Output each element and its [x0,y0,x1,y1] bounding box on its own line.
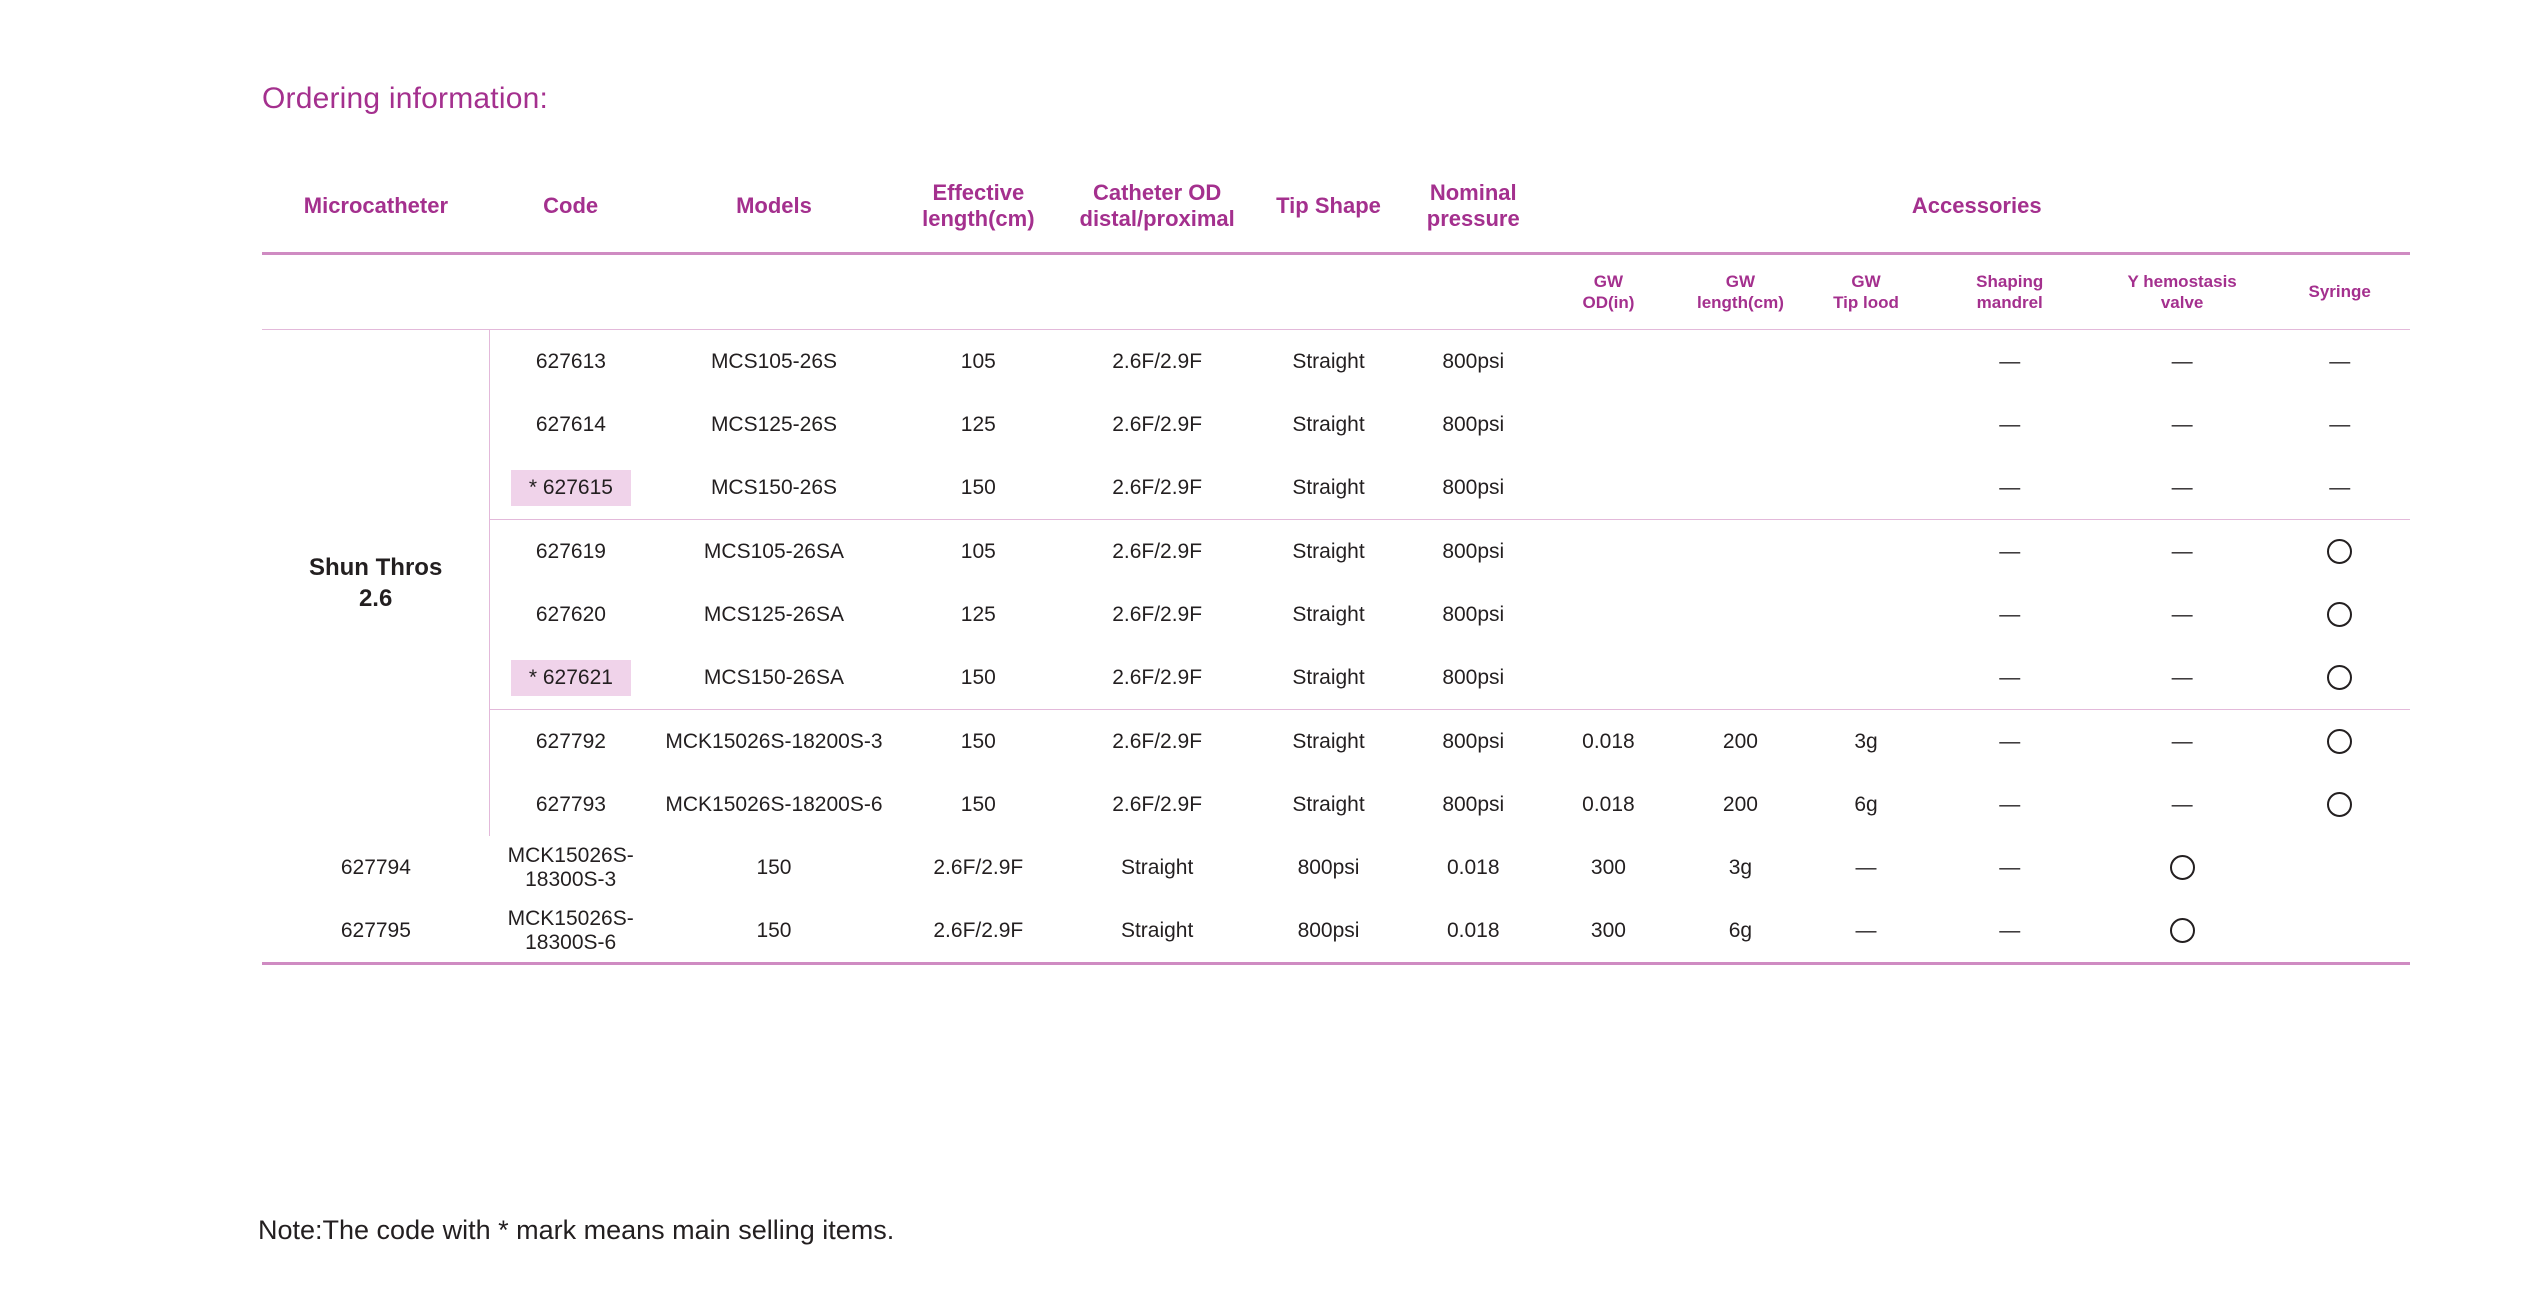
table-bottom-rule [262,964,2410,966]
cell-gw-od: 0.018 [1582,729,1635,753]
cell-gw-length: 300 [1590,918,1626,942]
header-effective-length [896,160,1060,254]
header-gw-length [1673,255,1807,330]
cell-pressure: 800psi [1442,729,1505,753]
header-gw-od [1544,255,1674,330]
header-sub-blank-3 [652,255,897,330]
cell-model: MCS150-26SA [703,665,844,689]
cell-tip-shape: Straight [1120,918,1194,942]
cell-pressure: 800psi [1442,792,1505,816]
header-catheter-od-line2: distal/proximal [1079,206,1235,231]
header-gw-tip-load [1807,255,1924,330]
cell-od: 2.6F/2.9F [1112,349,1203,373]
cell-pressure: 800psi [1442,412,1505,436]
cell-gw-tip-load: 3g [1854,729,1878,753]
cell-gw-tip-load [1807,583,1924,646]
cell-gw-tip-load: 3g [1728,855,1753,879]
cell-y-valve: — [2171,349,2193,373]
header-gw-length-line1: GW [1725,271,1756,291]
header-y-hemostasis-valve [2095,255,2270,330]
cell-gw-tip-load: 6g [1728,918,1753,942]
circle-icon [2327,729,2352,754]
cell-syringe: — [2329,475,2351,499]
circle-icon [2327,792,2352,817]
table-row [262,393,2410,456]
header-sub-blank-2 [490,255,652,330]
header-gw-tip-load-line1: GW [1851,271,1881,291]
cell-od: 2.6F/2.9F [1112,665,1203,689]
cell-pressure: 800psi [1442,475,1505,499]
cell-length: 150 [960,665,996,689]
cell-pressure: 800psi [1297,918,1360,942]
header-models: Models [736,193,812,219]
brand-line1: Shun Thros [308,553,443,581]
cell-length: 125 [960,412,996,436]
header-y-hemostasis-valve-line2: valve [2160,293,2204,312]
cell-gw-tip-load [1807,646,1924,710]
cell-length: 150 [756,855,792,879]
header-row-main [262,160,2410,254]
cell-gw-length: 200 [1722,792,1758,816]
cell-tip-shape: Straight [1292,475,1365,499]
header-gw-length-line2: length(cm) [1696,293,1784,312]
cell-code: 627613 [535,349,606,373]
header-row-accessories [262,255,2410,330]
cell-shaping-mandrel: — [1999,412,2021,436]
cell-gw-length [1673,583,1807,646]
cell-gw-length [1673,456,1807,520]
cell-length: 150 [960,792,996,816]
cell-y-valve: — [1999,855,2021,879]
cell-gw-length: 200 [1722,729,1758,753]
cell-y-valve: — [2171,665,2193,689]
cell-tip-shape: Straight [1292,412,1365,436]
cell-syringe [2269,520,2410,583]
circle-icon [2170,855,2195,880]
footnote: Note:The code with * mark means main selling items. [258,1215,895,1245]
cell-length: 150 [960,475,996,499]
header-nominal-pressure [1403,160,1544,254]
cell-y-valve: — [2171,412,2193,436]
cell-length: 125 [960,602,996,626]
cell-syringe [2269,710,2410,773]
cell-y-valve: — [1999,918,2021,942]
circle-icon [2327,602,2352,627]
cell-gw-od [1544,330,1674,393]
code-highlight: * 627621 [511,660,631,696]
cell-tip-shape: Straight [1292,792,1365,816]
header-effective-length-line2: length(cm) [922,206,1035,231]
header-sub-blank-4 [896,255,1060,330]
header-microcatheter: Microcatheter [303,193,449,219]
cell-gw-length [1673,393,1807,456]
cell-shaping-mandrel: — [1999,539,2021,563]
cell-code: 627793 [535,792,606,816]
circle-icon [2170,918,2195,943]
header-sub-blank-1 [262,255,490,330]
cell-gw-length [1673,646,1807,710]
cell-gw-length [1673,520,1807,583]
cell-pressure: 800psi [1442,665,1505,689]
table-row [262,583,2410,646]
cell-pressure: 800psi [1442,349,1505,373]
cell-od: 2.6F/2.9F [1112,792,1203,816]
header-y-hemostasis-valve-line1: Y hemostasis [2127,271,2237,291]
cell-code: 627792 [535,729,606,753]
cell-syringe [2095,899,2270,964]
cell-shaping-mandrel: — [1855,918,1877,942]
cell-model: MCS125-26S [710,412,837,436]
cell-code: 627619 [535,539,606,563]
cell-od: 2.6F/2.9F [933,855,1024,879]
header-sub-blank-6 [1254,255,1403,330]
cell-pressure: 800psi [1442,602,1505,626]
cell-model: MCS125-26SA [703,602,844,626]
cell-y-valve: — [2171,475,2193,499]
cell-syringe [2269,773,2410,836]
cell-model: MCK15026S-18300S-3 [507,843,634,891]
cell-gw-length [1673,330,1807,393]
cell-code: 627795 [340,918,411,942]
header-nominal-pressure-line2: pressure [1426,206,1520,231]
header-effective-length-line1: Effective [932,180,1025,206]
cell-model: MCK15026S-18200S-3 [665,729,883,753]
header-tip-shape: Tip Shape [1276,193,1381,219]
cell-length: 150 [756,918,792,942]
brand-line2: 2.6 [358,585,393,612]
table-row [262,330,2410,393]
header-syringe: Syringe [2308,282,2371,302]
cell-shaping-mandrel: — [1999,475,2021,499]
cell-gw-od [1544,393,1674,456]
header-shaping-mandrel [1925,255,2095,330]
cell-gw-od [1544,583,1674,646]
table-row [262,836,2410,899]
table-row [262,520,2410,583]
cell-code [490,646,652,710]
cell-tip-shape: Straight [1292,602,1365,626]
cell-gw-od: 0.018 [1446,855,1500,879]
cell-tip-shape: Straight [1292,539,1365,563]
cell-y-valve: — [2171,539,2193,563]
cell-length: 105 [960,349,996,373]
table-row [262,899,2410,964]
cell-od: 2.6F/2.9F [1112,412,1203,436]
table-body [262,330,2410,965]
header-gw-od-line1: GW [1593,271,1624,291]
cell-gw-tip-load: 6g [1854,792,1878,816]
header-sub-blank-7 [1403,255,1544,330]
table-row [262,773,2410,836]
cell-tip-shape: Straight [1292,349,1365,373]
circle-icon [2327,665,2352,690]
cell-pressure: 800psi [1297,855,1360,879]
cell-gw-od [1544,456,1674,520]
brand-cell [262,330,490,836]
header-catheter-od [1060,160,1254,254]
cell-y-valve: — [2171,602,2193,626]
table-row [262,646,2410,710]
header-code: Code [543,193,599,219]
cell-y-valve: — [2171,729,2193,753]
cell-shaping-mandrel: — [1999,729,2021,753]
cell-model: MCK15026S-18200S-6 [665,792,883,816]
header-catheter-od-line1: Catheter OD [1092,180,1222,206]
cell-gw-tip-load [1807,520,1924,583]
header-gw-tip-load-line2: Tip lood [1833,293,1899,312]
cell-syringe: — [2329,349,2351,373]
cell-length: 105 [960,539,996,563]
header-sub-blank-5 [1060,255,1254,330]
cell-shaping-mandrel: — [1999,665,2021,689]
cell-model: MCK15026S-18300S-6 [507,906,634,954]
ordering-information-table [262,160,2410,965]
cell-code [490,456,652,520]
cell-gw-od [1544,520,1674,583]
cell-shaping-mandrel: — [1999,349,2021,373]
cell-od: 2.6F/2.9F [1112,602,1203,626]
header-nominal-pressure-line1: Nominal [1429,180,1517,206]
code-highlight: * 627615 [511,470,631,506]
cell-gw-tip-load [1807,330,1924,393]
circle-icon [2327,539,2352,564]
cell-model: MCS150-26S [710,475,837,499]
cell-od: 2.6F/2.9F [1112,475,1203,499]
cell-gw-od: 0.018 [1582,792,1635,816]
cell-shaping-mandrel: — [1855,855,1877,879]
cell-pressure: 800psi [1442,539,1505,563]
ordering-table-container [262,160,2410,965]
cell-syringe: — [2329,412,2351,436]
cell-code: 627794 [340,855,411,879]
cell-code: 627614 [535,412,606,436]
cell-syringe [2269,583,2410,646]
page-title: Ordering information: [262,82,548,115]
cell-shaping-mandrel: — [1999,792,2021,816]
cell-gw-tip-load [1807,393,1924,456]
header-shaping-mandrel-line2: mandrel [1976,293,2043,312]
header-accessories: Accessories [1911,193,2042,219]
cell-od: 2.6F/2.9F [1112,539,1203,563]
cell-gw-tip-load [1807,456,1924,520]
cell-model: MCS105-26SA [703,539,844,563]
cell-od: 2.6F/2.9F [1112,729,1203,753]
cell-od: 2.6F/2.9F [933,918,1024,942]
cell-model: MCS105-26S [710,349,837,373]
cell-syringe [2269,646,2410,710]
cell-gw-od: 0.018 [1446,918,1500,942]
header-gw-od-line2: OD(in) [1582,293,1635,312]
cell-tip-shape: Straight [1292,665,1365,689]
cell-shaping-mandrel: — [1999,602,2021,626]
header-shaping-mandrel-line1: Shaping [1976,271,2044,291]
cell-tip-shape: Straight [1292,729,1365,753]
cell-length: 150 [960,729,996,753]
cell-code: 627620 [535,602,606,626]
cell-gw-length: 300 [1590,855,1626,879]
cell-tip-shape: Straight [1120,855,1194,879]
cell-y-valve: — [2171,792,2193,816]
table-row [262,710,2410,773]
table-row [262,456,2410,520]
cell-syringe [2095,836,2270,899]
cell-gw-od [1544,646,1674,710]
